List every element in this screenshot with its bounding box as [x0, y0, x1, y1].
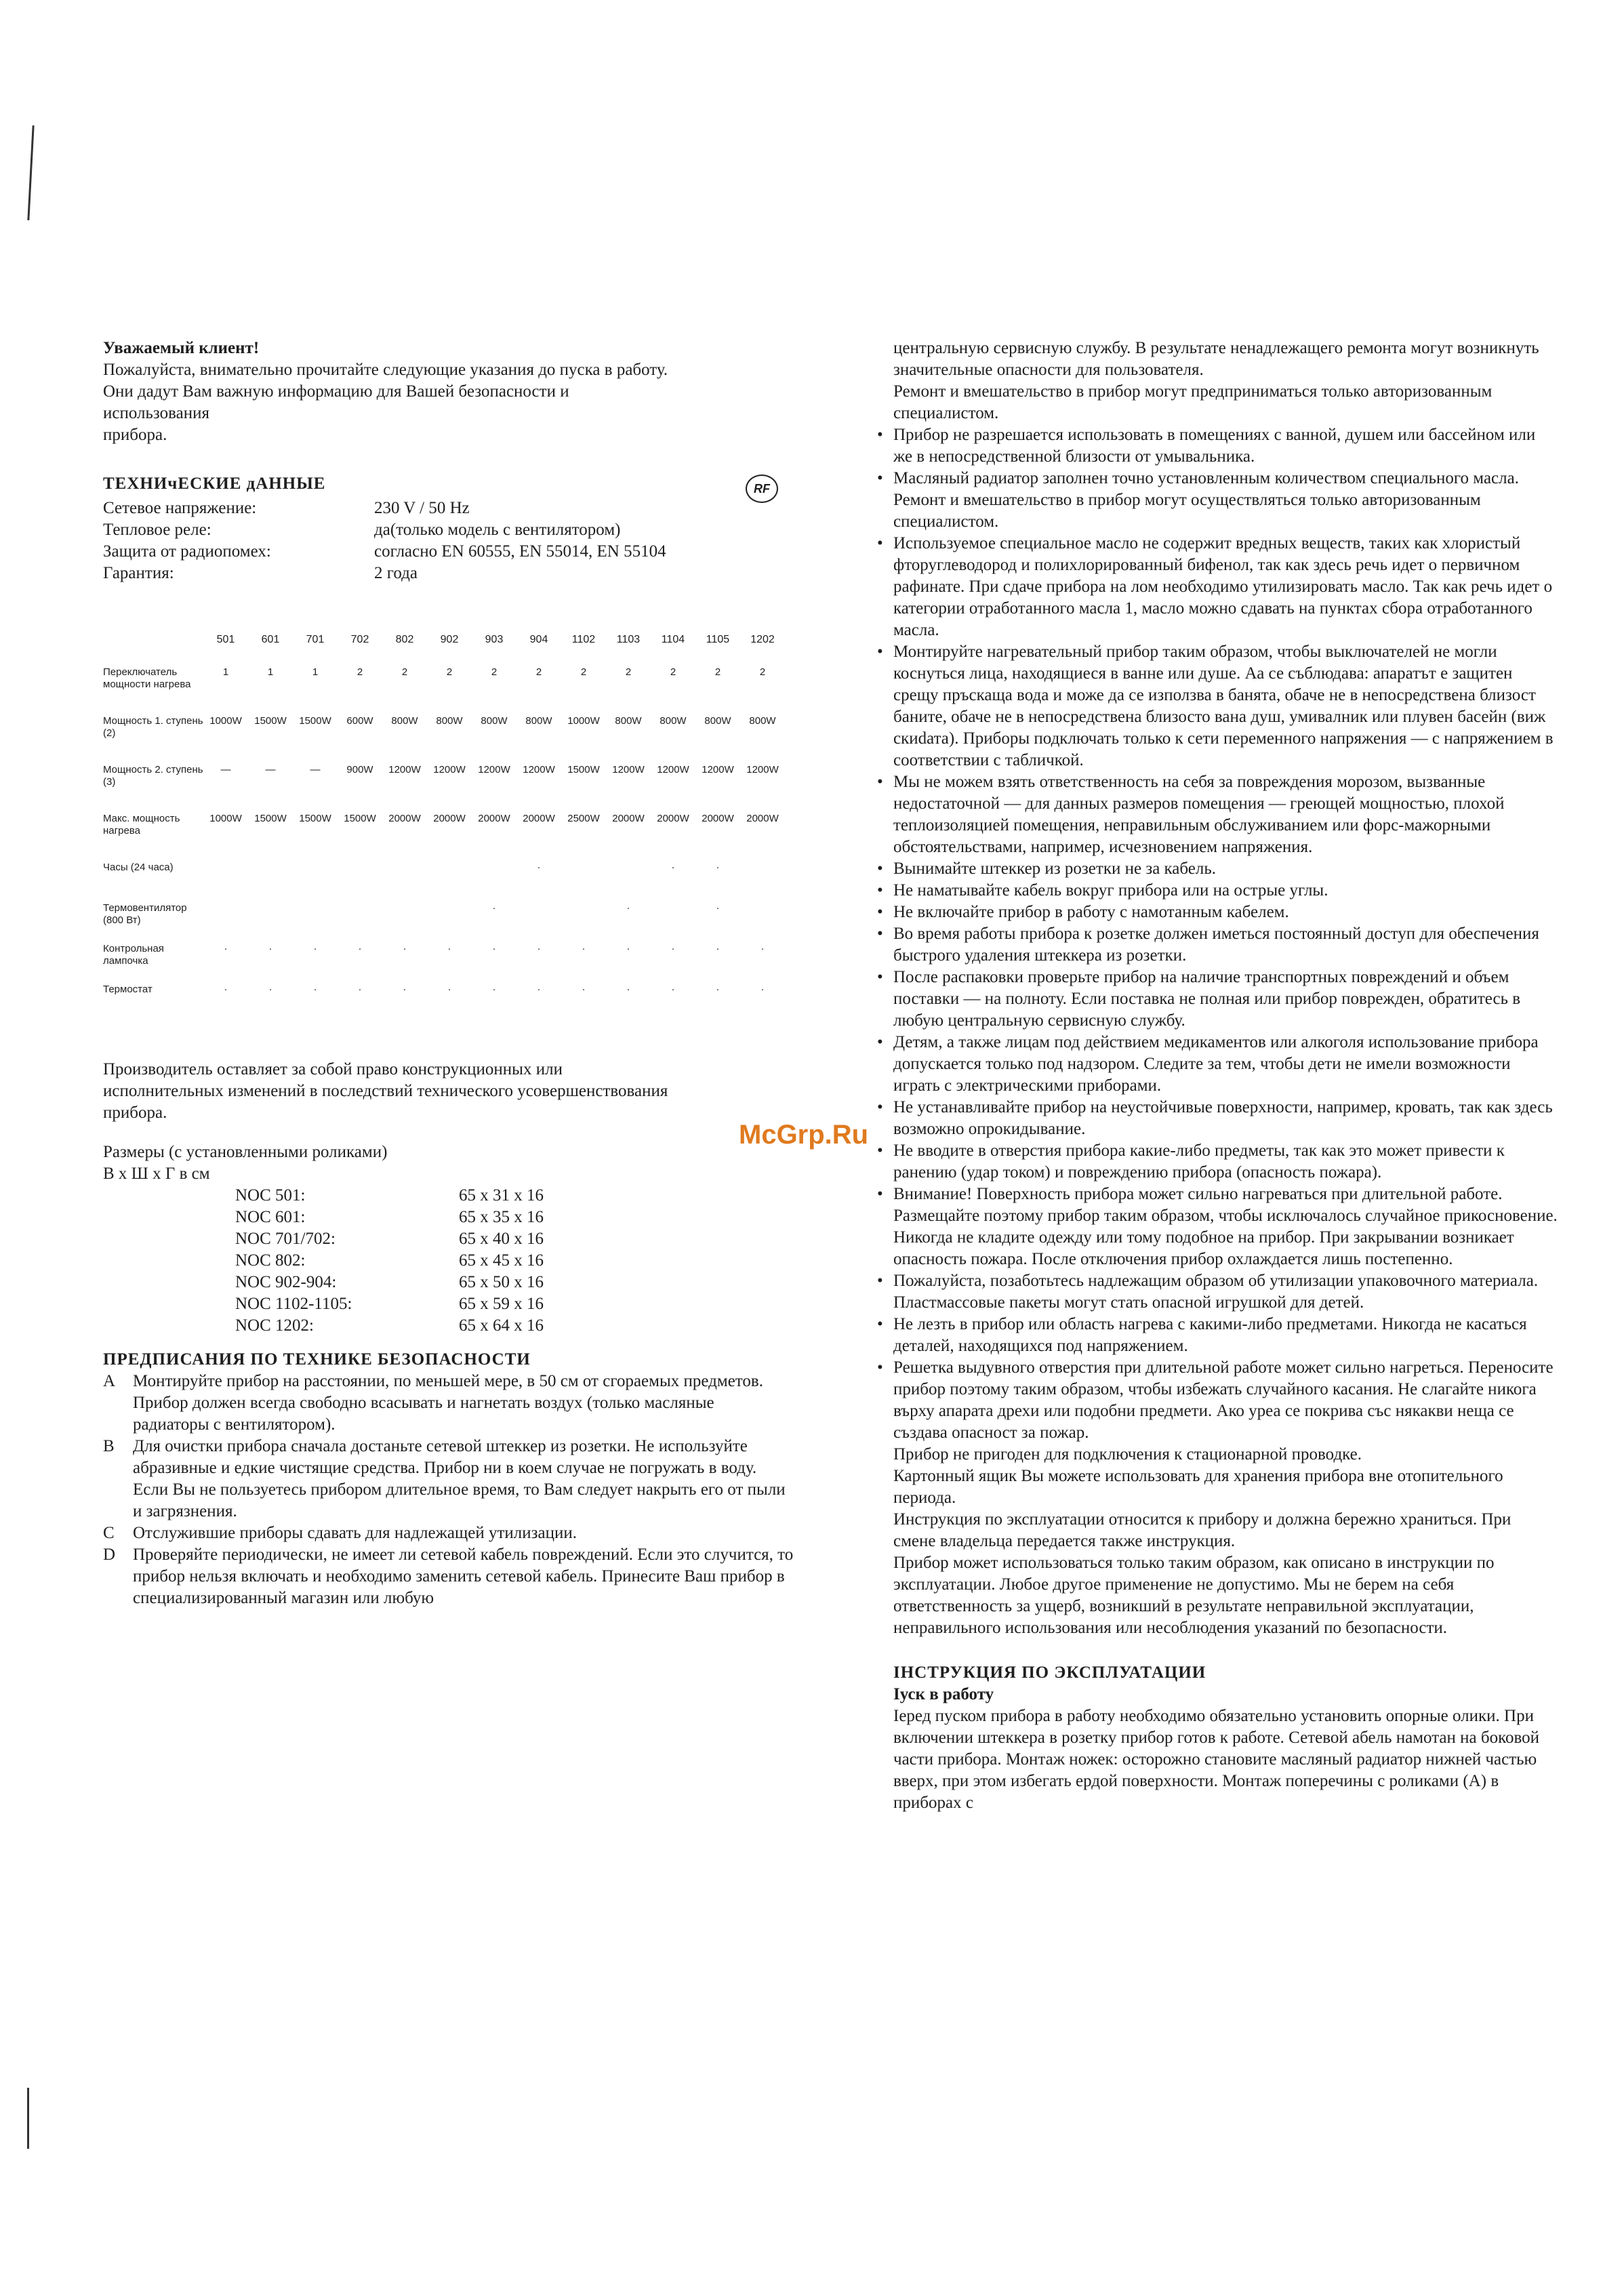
table-cell: 2 — [401, 666, 408, 678]
table-cell: · — [716, 943, 720, 954]
table-cell: 2000W — [746, 813, 779, 824]
table-row — [103, 859, 785, 900]
table-row — [103, 712, 785, 761]
dimension-model: NOC 1102-1105: — [235, 1295, 352, 1313]
table-row — [103, 981, 785, 1022]
bullet-item — [877, 424, 1558, 468]
table-cell — [203, 859, 248, 900]
table-cell: · — [403, 943, 407, 954]
bullet-text: Монтируйте нагревательный прибор таким образом, чтобы выключателей не могли коснуться лица, находящиеся в ванне или душе. Аа се съблюдава: апаратът е защитен срещу пръскаща вода и може да се използва в банята, обаче не в непосредствена близост банитe, обаче не в непосредствена близосто вана душ, умивалник или плувен басейн (виж скиdата). Приборы подключать только к сети переменного напряжения — с напряжением в соответствии с табличкой. — [893, 643, 1554, 769]
table-cell: · — [537, 943, 541, 954]
safety-item — [103, 1371, 794, 1436]
bullet-item — [877, 533, 1558, 641]
bullet-text: Внимание! Поверхность прибора может сильно нагреваться при длительной работе. Размещайте поэтому прибор таким образом, чтобы исключалось случайное прикосновение. Никогда не кладите одежду или тому подобное на прибор. При закрывании возникает опасность пожара. После отключения прибор охлаждается лишь постепенно. — [893, 1185, 1558, 1268]
dimensions-subheading: В x Ш x Г в см — [103, 1165, 210, 1183]
dimensions-list — [235, 1185, 794, 1337]
safety-text: Отслужившие приборы сдавать для надлежащей утилизации. — [133, 1524, 577, 1542]
right-column — [877, 338, 1558, 1814]
table-cell — [740, 900, 785, 940]
table-cell: · — [313, 984, 317, 995]
model-table — [103, 634, 785, 1022]
dimension-model: NOC 902-904: — [235, 1273, 337, 1291]
model-header: 701 — [306, 634, 325, 645]
table-cell: — — [220, 764, 231, 775]
table-cell — [382, 900, 427, 940]
bullet-item — [877, 641, 1558, 771]
table-cell: 600W — [346, 715, 373, 727]
table-cell: 2000W — [657, 813, 689, 824]
table-cell: 800W — [391, 715, 418, 727]
table-cell: 2 — [357, 666, 363, 678]
model-header: 1103 — [616, 634, 641, 645]
bullet-item — [877, 1140, 1558, 1184]
bullet-item — [877, 468, 1558, 533]
bullet-icon: • — [877, 1272, 883, 1290]
table-cell: · — [358, 984, 362, 995]
table-cell: · — [268, 943, 272, 954]
bullet-text: Не вводите в отверстия прибора какие-либо предметы, так как это может привести к ранению (удар током) и повреждению прибора (опасность пожара). — [893, 1142, 1505, 1181]
table-cell: · — [492, 902, 496, 914]
table-cell: · — [313, 943, 317, 954]
bullet-item — [877, 771, 1558, 858]
manufacturer-note: исполнительных изменений в последствий технического усовершенствования — [103, 1082, 668, 1100]
table-cell — [561, 900, 606, 940]
dimension-model: NOC 802: — [235, 1251, 306, 1270]
dimension-model: NOC 1202: — [235, 1316, 314, 1335]
table-cell: 2000W — [388, 813, 421, 824]
table-cell: 2000W — [612, 813, 645, 824]
table-cell: · — [671, 862, 675, 873]
table-cell — [427, 859, 472, 900]
table-cell — [293, 900, 338, 940]
bullet-icon: • — [877, 534, 883, 552]
spec-row — [103, 519, 794, 541]
table-cell: · — [492, 943, 496, 954]
table-row — [103, 664, 785, 712]
row-label: Макс. мощность нагрева — [103, 813, 180, 836]
table-cell: 1000W — [567, 715, 600, 727]
safety-list — [103, 1371, 794, 1609]
table-cell: 2 — [580, 666, 587, 678]
dimension-size: 65 x 35 x 16 — [459, 1208, 544, 1226]
bullet-text: Не лезть в прибор или область нагрева с какими-либо предметами. Никогда не касаться деталей, находящихся под напряжением. — [893, 1315, 1527, 1355]
bullet-icon: • — [877, 903, 883, 921]
table-cell: 2000W — [478, 813, 510, 824]
left-column-lower — [103, 1059, 794, 1609]
safety-heading: ПРЕДПИСАНИЯ ПО ТЕХНИКЕ БЕЗОПАСНОСТИ — [103, 1350, 531, 1369]
dimension-size: 65 x 31 x 16 — [459, 1186, 544, 1205]
instructions-text: Іеред пуском прибора в работу необходимо обязательно установить опорные олики. При включении штеккера в розетку прибор готов к работе. Сетевой абель намотан на боковой части прибора. Монтаж ножек: осторожно становите масляный радиатор нижней частью вверх, при этом избегать ердой поверхности. Монтаж поперечины с роликами (А) в приборах с — [893, 1707, 1539, 1812]
left-column — [103, 338, 794, 584]
table-cell: · — [224, 984, 228, 995]
bullet-item — [877, 880, 1558, 902]
table-cell: · — [582, 984, 586, 995]
table-cell: · — [224, 943, 228, 954]
bullet-item — [877, 923, 1558, 967]
table-cell: · — [582, 943, 586, 954]
bullet-item — [877, 1184, 1558, 1270]
table-cell: · — [403, 984, 407, 995]
dimension-size: 65 x 40 x 16 — [459, 1230, 544, 1248]
notes — [893, 1444, 1558, 1639]
table-cell — [427, 900, 472, 940]
scan-mark-bottom — [27, 2088, 29, 2149]
greeting-line: использования — [103, 404, 209, 422]
table-cell: · — [537, 862, 541, 873]
row-label: Контрольная лампочка — [103, 943, 164, 967]
bullet-text: Не включайте прибор в работу с намотанным кабелем. — [893, 903, 1289, 921]
bullet-icon: • — [877, 773, 883, 791]
table-cell: 2 — [446, 666, 453, 678]
row-label: Часы (24 часа) — [103, 862, 174, 873]
table-cell: 1200W — [702, 764, 734, 775]
bullet-text: Мы не можем взять ответственность на себя за повреждения морозом, вызванные недостаточной — для данных размеров помещения — греющей мощностью, плохой теплоизоляцией помещения, неправильным обслуживанием или форс-мажорными обстоятельствами, например, исчезновением напряжения. — [893, 773, 1505, 856]
model-table-body — [103, 664, 785, 1022]
table-cell — [248, 859, 293, 900]
note-para: Картонный ящик Вы можете использовать для хранения прибора вне отопительного периода. — [893, 1467, 1503, 1507]
greeting-line: прибора. — [103, 426, 167, 444]
table-cell: · — [760, 984, 765, 995]
manufacturer-note: Производитель оставляет за собой право конструкционных или — [103, 1060, 563, 1078]
table-cell: 1000W — [209, 813, 242, 824]
table-cell: 2 — [535, 666, 542, 678]
table-cell: 1200W — [388, 764, 421, 775]
model-header: 1202 — [750, 634, 775, 645]
table-cell — [472, 859, 516, 900]
safety-letter: С — [103, 1524, 115, 1542]
row-label: Мощность 1. ступень (2) — [103, 715, 203, 739]
table-cell: 1500W — [344, 813, 376, 824]
table-cell: 2000W — [523, 813, 555, 824]
model-header: 904 — [529, 634, 548, 645]
table-cell: 800W — [704, 715, 731, 727]
bullet-text: Пожалуйста, позаботьтесь надлежащим образом об утилизации упаковочного материала. Пластмассовые пакеты могут стать опасной игрушкой для детей. — [893, 1272, 1539, 1312]
dimension-size: 65 x 45 x 16 — [459, 1251, 544, 1270]
table-cell: 1500W — [299, 813, 331, 824]
bullet-icon: • — [877, 1033, 883, 1051]
bullet-icon: • — [877, 643, 883, 661]
table-cell: · — [492, 984, 496, 995]
greeting-line: Они дадут Вам важную информацию для Вашей безопасности и — [103, 382, 569, 401]
table-corner — [103, 634, 203, 664]
bullet-icon: • — [877, 968, 883, 986]
table-cell — [516, 900, 561, 940]
table-cell: · — [626, 902, 630, 914]
dimension-row — [235, 1293, 794, 1315]
safety-letter: А — [103, 1372, 116, 1390]
spec-value: 2 года — [374, 564, 418, 582]
bullet-icon: • — [877, 1142, 883, 1160]
table-cell — [293, 859, 338, 900]
bullet-text: Не устанавливайте прибор на неустойчивые поверхности, например, кровать, так как здесь возможно опрокидывание. — [893, 1098, 1553, 1138]
table-cell: 1200W — [478, 764, 510, 775]
table-cell: 800W — [749, 715, 776, 727]
model-header-row — [103, 634, 785, 664]
dimension-model: NOC 501: — [235, 1186, 306, 1205]
bullet-text: Решетка выдувного отверстия при длительной работе может сильно нагреться. Переносите прибор поэтому таким образом, чтобы избежать случайного касания. Не слагайте никога върху апарата дрехи или подобни предмети. Ако уреа се покрива със някакви неща се създава опасност за пожар. — [893, 1358, 1554, 1442]
dimensions-heading: Размеры (с установленными роликами) — [103, 1143, 388, 1161]
table-cell — [561, 859, 606, 900]
dimension-row — [235, 1315, 794, 1337]
bullet-icon: • — [877, 925, 883, 943]
dimension-row — [235, 1250, 794, 1272]
table-cell: · — [626, 943, 630, 954]
table-cell: · — [760, 943, 765, 954]
table-cell: 800W — [659, 715, 687, 727]
table-cell: 1200W — [612, 764, 645, 775]
model-header: 902 — [440, 634, 459, 645]
bullet-text: Прибор не разрешается использовать в помещениях с ванной, душем или бассейном или же в непосредственной близости от умывальника. — [893, 426, 1536, 466]
table-cell: 1500W — [254, 715, 287, 727]
bullet-icon: • — [877, 1098, 883, 1116]
model-header: 802 — [395, 634, 414, 645]
table-cell: 800W — [481, 715, 508, 727]
bullet-item — [877, 902, 1558, 923]
table-cell: · — [626, 984, 630, 995]
safety-text: Для очистки прибора сначала достаньте сетевой штеккер из розетки. Не используйте абразивные и едкие чистящие средства. Прибор ни в коем случае не погружать в воду. Если Вы не пользуетесь прибором длительное время, то Вам следует накрыть его от пыли и загрязнения. — [133, 1437, 786, 1520]
table-cell: 2500W — [567, 813, 600, 824]
table-cell — [203, 900, 248, 940]
model-header: 501 — [216, 634, 235, 645]
table-cell: 1500W — [299, 715, 331, 727]
table-cell: · — [447, 984, 451, 995]
instructions-heading: ІНСТРУКЦИЯ ПО ЭКСПЛУАТАЦИИ — [893, 1663, 1206, 1682]
table-cell: · — [671, 984, 675, 995]
dimension-size: 65 x 59 x 16 — [459, 1295, 544, 1313]
table-cell: 1500W — [567, 764, 600, 775]
greeting-line: Пожалуйста, внимательно прочитайте следующие указания до пуска в работу. — [103, 361, 668, 379]
bullet-icon: • — [877, 860, 883, 878]
bullet-text: Масляный радиатор заполнен точно установленным количеством специального масла. Ремонт и вмешательство в прибор могут осуществляться только авторизованным специалистом. — [893, 469, 1519, 531]
dimension-row — [235, 1207, 794, 1228]
table-cell: 1 — [312, 666, 319, 678]
bullet-text: Используемое специальное масло не содержит вредных веществ, таких как хлористый фторуглеводород и полихлорированный бифенол, так как здесь речь идет о первичном рафинате. При сдаче прибора на лом необходимо утилизировать масло. Так как речь идет о категории отработанного масла 1, масло можно сдавать на пунктах сбора отработанного масла. — [893, 534, 1553, 639]
bullet-text: Не наматывайте кабель вокруг прибора или на острые углы. — [893, 881, 1328, 900]
table-row — [103, 761, 785, 810]
instructions-subheading: Іуск в работу — [893, 1685, 994, 1703]
table-cell: 2 — [714, 666, 721, 678]
table-cell: · — [268, 984, 272, 995]
spec-value: да(только модель с вентилятором) — [374, 521, 621, 539]
table-cell: 800W — [436, 715, 463, 727]
spec-label: Гарантия: — [103, 564, 174, 582]
table-cell: 900W — [346, 764, 373, 775]
table-cell: 1200W — [523, 764, 555, 775]
table-cell: 2 — [759, 666, 766, 678]
table-cell: — — [265, 764, 276, 775]
table-cell — [338, 859, 382, 900]
bullet-item — [877, 1270, 1558, 1314]
tech-heading: ТЕХНИчЕСКИЕ дАННЫЕ — [103, 474, 326, 493]
dimension-size: 65 x 64 x 16 — [459, 1316, 544, 1335]
bullet-item — [877, 1032, 1558, 1097]
table-cell — [740, 859, 785, 900]
table-cell: 800W — [615, 715, 642, 727]
table-cell: 2000W — [433, 813, 466, 824]
model-header: 1104 — [661, 634, 685, 645]
table-cell: 1 — [267, 666, 274, 678]
dimension-model: NOC 701/702: — [235, 1230, 336, 1248]
bullet-item — [877, 1314, 1558, 1357]
scan-mark-top — [27, 125, 34, 220]
table-cell: 1200W — [746, 764, 779, 775]
table-row — [103, 810, 785, 859]
dimension-row — [235, 1272, 794, 1293]
spec-value: согласно EN 60555, EN 55014, EN 55104 — [374, 542, 666, 561]
bullet-item — [877, 1097, 1558, 1140]
safety-item — [103, 1522, 794, 1544]
safety-item — [103, 1544, 794, 1609]
safety-bullets — [877, 424, 1558, 1444]
table-cell: · — [716, 902, 720, 914]
model-header: 1105 — [706, 634, 730, 645]
safety-letter: В — [103, 1437, 115, 1455]
table-cell — [248, 900, 293, 940]
bullet-icon: • — [877, 1315, 883, 1333]
table-cell: 2 — [670, 666, 676, 678]
table-cell — [651, 900, 695, 940]
table-row — [103, 900, 785, 940]
table-cell: 2000W — [702, 813, 734, 824]
bullet-text: Детям, а также лицам под действием медикаментов или алкоголя использование прибора допускается только под надзором. Следите за тем, чтобы дети не имели возможности играть с электрическими приборами. — [893, 1033, 1539, 1095]
dimension-model: NOC 601: — [235, 1208, 306, 1226]
table-cell: · — [716, 984, 720, 995]
table-cell: · — [671, 943, 675, 954]
watermark: McGrp.Ru — [739, 1120, 869, 1150]
model-header: 702 — [350, 634, 369, 645]
bullet-text: Вынимайте штеккер из розетки не за кабель. — [893, 860, 1217, 878]
safety-text: Проверяйте периодически, не имеет ли сетевой кабель повреждений. Если это случится, то прибор нельзя включать и необходимо заменить сетевой кабель. Принесите Ваш прибор в специализированный магазин или любую — [133, 1545, 794, 1607]
spec-row — [103, 541, 794, 563]
bullet-text: Во время работы прибора к розетке должен иметься постоянный доступ для обеспечения быстрого удаления штеккера из розетки. — [893, 925, 1539, 965]
safety-text: Монтируйте прибор на расстоянии, по меньшей мере, в 50 см от сгораемых предметов. Прибор должен всегда свободно всасывать и нагнетать воздух (только масляные радиаторы с вентилятором). — [133, 1372, 763, 1434]
table-cell: 1200W — [433, 764, 466, 775]
dimension-row — [235, 1185, 794, 1207]
dimension-row — [235, 1228, 794, 1250]
rf-badge: RF — [746, 474, 778, 503]
spec-label: Тепловое реле: — [103, 521, 211, 539]
table-cell: · — [358, 943, 362, 954]
table-cell — [606, 859, 651, 900]
spec-label: Защита от радиопомех: — [103, 542, 271, 561]
note-para: Инструкция по эксплуатации относится к прибору и должна бережно храниться. При смене владельца передается также инструкция. — [893, 1510, 1511, 1550]
table-cell: 800W — [525, 715, 552, 727]
table-row — [103, 940, 785, 981]
table-cell: 2 — [625, 666, 632, 678]
spec-value: 230 V / 50 Hz — [374, 499, 470, 517]
row-label: Термостат — [103, 984, 153, 995]
note-para: Прибор может использоваться только таким образом, как описано в инструкции по эксплуатации. Любое другое применение не допустимо. Мы не берем на себя ответственность за ущерб, возникший в результате неправильной эксплуатации, неправильного использования или несоблюдения указаний по безопасности. — [893, 1554, 1495, 1637]
table-cell: · — [447, 943, 451, 954]
model-header: 601 — [261, 634, 280, 645]
table-cell: 1000W — [209, 715, 242, 727]
manufacturer-note: прибора. — [103, 1104, 167, 1122]
safety-item — [103, 1436, 794, 1522]
bullet-text: После распаковки проверьте прибор на наличие транспортных повреждений и объем поставки — на полноту. Если поставка не полная или прибор поврежден, обратитесь в любую центральную сервисную службу. — [893, 968, 1521, 1030]
table-cell: 1200W — [657, 764, 689, 775]
bullet-item — [877, 858, 1558, 880]
bullet-item — [877, 1357, 1558, 1444]
row-label: Переключатель мощности нагрева — [103, 666, 191, 690]
bullet-icon: • — [877, 881, 883, 900]
table-cell — [338, 900, 382, 940]
intro-para: Ремонт и вмешательство в прибор могут предприниматься только авторизованным специалистом. — [893, 382, 1493, 422]
intro-para: центральную сервисную службу. В результате ненадлежащего ремонта могут возникнуть значительные опасности для пользователя. — [893, 339, 1539, 379]
table-cell: 2 — [491, 666, 498, 678]
table-cell: 1 — [222, 666, 229, 678]
table-cell: — — [310, 764, 321, 775]
bullet-item — [877, 967, 1558, 1032]
row-label: Мощность 2. ступень (3) — [103, 764, 203, 788]
greeting-title: Уважаемый клиент! — [103, 339, 260, 357]
dimension-size: 65 x 50 x 16 — [459, 1273, 544, 1291]
table-cell: 1500W — [254, 813, 287, 824]
spec-row — [103, 563, 794, 584]
bullet-icon: • — [877, 1185, 883, 1203]
row-label: Термовентилятор (800 Вт) — [103, 902, 187, 926]
spec-label: Сетевое напряжение: — [103, 499, 257, 517]
bullet-icon: • — [877, 426, 883, 444]
safety-letter: D — [103, 1545, 116, 1564]
model-header: 903 — [485, 634, 504, 645]
model-header: 1102 — [571, 634, 596, 645]
bullet-icon: • — [877, 469, 883, 487]
bullet-icon: • — [877, 1358, 883, 1377]
spec-row — [103, 498, 794, 519]
table-cell: · — [716, 862, 720, 873]
note-para: Прибор не пригоден для подключения к стационарной проводке. — [893, 1445, 1362, 1463]
table-cell — [382, 859, 427, 900]
table-cell: · — [537, 984, 541, 995]
